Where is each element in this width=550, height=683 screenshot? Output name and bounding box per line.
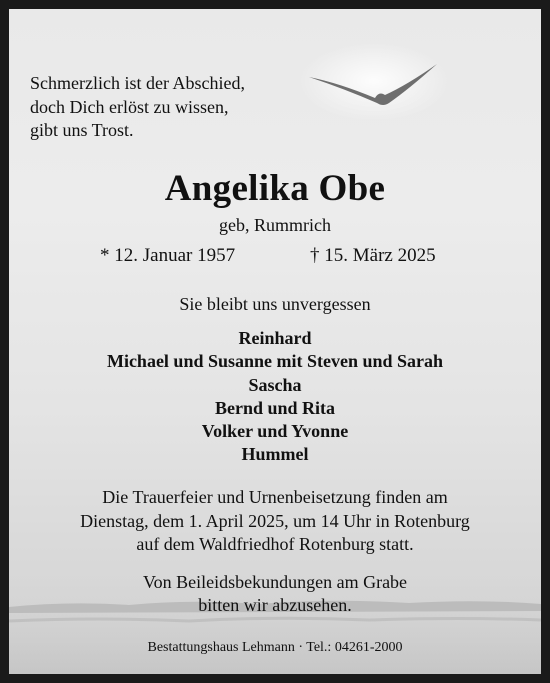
remembrance-line: Sie bleibt uns unvergessen: [179, 294, 371, 314]
funeral-home-footer: Bestattungshaus Lehmann · Tel.: 04261-2000: [147, 640, 403, 655]
family-member: Hummel: [241, 444, 309, 465]
service-line: auf dem Waldfriedhof Rotenburg statt.: [136, 534, 414, 554]
service-info: [9, 486, 541, 557]
condolence-line: Von Beileidsbekundungen am Grabe: [142, 572, 408, 592]
family-member: Sascha: [248, 374, 302, 395]
service-line: Die Trauerfeier und Urnenbeisetzung finden am: [102, 487, 448, 507]
family-list: [9, 327, 541, 467]
service-line: Dienstag, dem 1. April 2025, um 14 Uhr in Rotenburg: [80, 510, 470, 531]
poem-line: doch Dich erlöst zu wissen,: [30, 96, 229, 117]
family-member: Michael und Susanne mit Steven und Sarah: [106, 351, 444, 372]
deceased-name: Angelika Obe: [164, 168, 386, 209]
death-date: † 15. März 2025: [310, 245, 436, 266]
birth-name: geb, Rummrich: [219, 215, 331, 235]
family-member: Bernd und Rita: [214, 397, 336, 418]
birth-date: * 12. Januar 1957: [100, 245, 236, 266]
condolence-note: [9, 571, 541, 617]
poem-line: Schmerzlich ist der Abschied,: [30, 73, 245, 93]
family-member: Volker und Yvonne: [201, 421, 349, 442]
condolence-line: bitten wir abzusehen.: [198, 595, 352, 615]
poem-line: gibt uns Trost.: [30, 120, 134, 140]
poem: [30, 72, 245, 143]
family-member: Reinhard: [238, 328, 312, 348]
